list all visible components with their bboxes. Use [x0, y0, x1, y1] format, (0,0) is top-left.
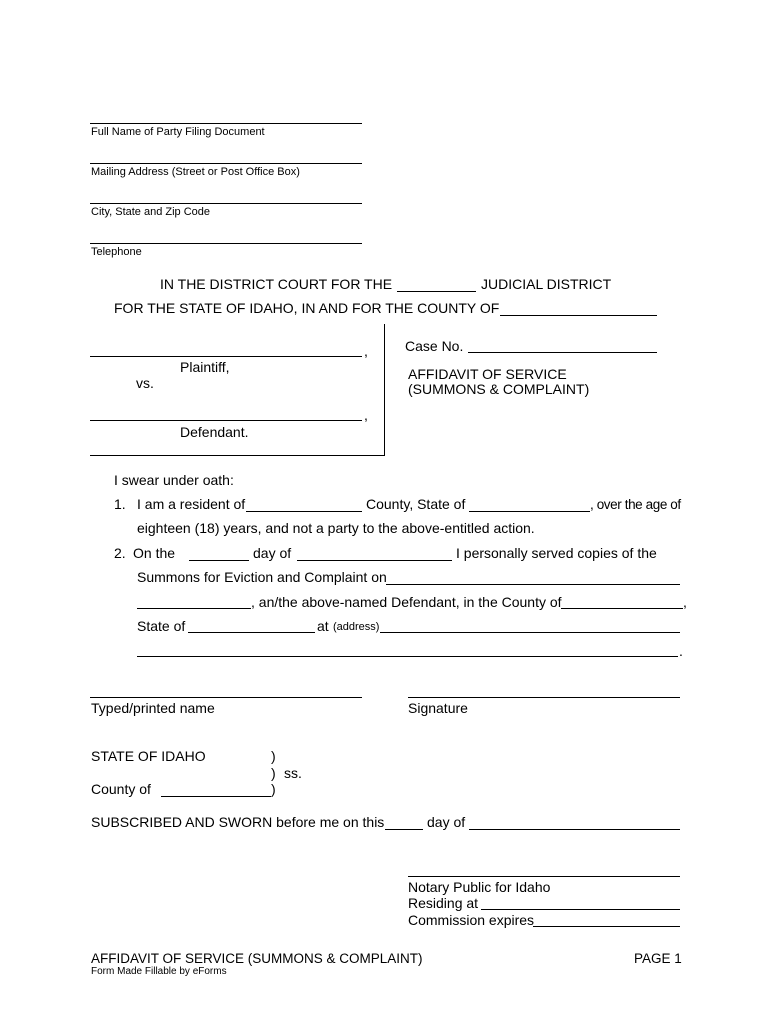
item-2-line-3-comma: , — [683, 594, 687, 610]
mailing-address-label: Mailing Address (Street or Post Office Box) — [91, 166, 300, 178]
city-state-zip-label: City, State and Zip Code — [91, 206, 211, 218]
court-line-1-suffix: JUDICIAL DISTRICT — [481, 276, 612, 292]
county-field[interactable] — [500, 315, 657, 316]
notary-public-label: Notary Public for Idaho — [408, 879, 551, 895]
defendant-label: Defendant. — [180, 424, 249, 440]
served-address-line-2[interactable] — [137, 656, 678, 657]
item-2-text-a: On the — [133, 545, 176, 561]
address-hint: (address) — [333, 621, 380, 633]
telephone-label: Telephone — [91, 246, 142, 258]
caption-vertical-rule — [384, 324, 385, 455]
state-of-idaho-label: STATE OF IDAHO — [91, 748, 206, 764]
item-2-line-3-text: , an/the above-named Defendant, in the County of — [251, 594, 562, 610]
served-state-field[interactable] — [188, 632, 315, 633]
notary-signature-line[interactable] — [408, 876, 680, 877]
caption-bottom-rule — [90, 455, 385, 456]
court-line-2-prefix: FOR THE STATE OF IDAHO, IN AND FOR THE COUNTY OF — [114, 300, 500, 316]
court-line-1-prefix: IN THE DISTRICT COURT FOR THE — [160, 276, 393, 292]
full-name-label: Full Name of Party Filing Document — [91, 126, 265, 138]
full-name-line[interactable] — [90, 123, 362, 124]
served-party-field[interactable] — [386, 584, 680, 585]
service-day-field[interactable] — [189, 560, 249, 561]
item-2-line-5-period: . — [679, 643, 683, 659]
venue-county-label: County of — [91, 781, 151, 797]
jurat-day-field[interactable] — [385, 829, 423, 830]
ss-label: ss. — [284, 765, 302, 781]
mailing-address-line[interactable] — [90, 163, 362, 164]
item-2-line-4-state: State of — [137, 618, 186, 634]
residing-at-field[interactable] — [481, 909, 680, 910]
residing-at-label: Residing at — [408, 895, 479, 911]
typed-name-label: Typed/printed name — [91, 700, 215, 716]
defendant-comma: , — [364, 407, 368, 423]
case-no-label: Case No. — [405, 338, 464, 354]
vs-label: vs. — [136, 375, 154, 391]
jurat-middle: day of — [427, 814, 466, 830]
item-1-line-2: eighteen (18) years, and not a party to the above-entitled action. — [137, 520, 535, 536]
typed-name-line[interactable] — [90, 697, 362, 698]
defendant-name-line[interactable] — [90, 420, 362, 421]
item-1-text-b: County, State of — [366, 496, 466, 512]
venue-county-field[interactable] — [161, 796, 271, 797]
item-2-number: 2. — [114, 545, 126, 561]
service-month-field[interactable] — [297, 560, 452, 561]
signature-line[interactable] — [408, 697, 680, 698]
resident-state-field[interactable] — [469, 511, 590, 512]
item-1-text-c: , over the age of — [590, 497, 681, 512]
jurat-prefix: SUBSCRIBED AND SWORN before me on this — [91, 814, 385, 830]
venue-paren-1: ) — [271, 748, 276, 764]
oath-intro: I swear under oath: — [114, 472, 234, 488]
item-1-text-a: I am a resident of — [137, 496, 246, 512]
affidavit-title-line-2: (SUMMONS & COMPLAINT) — [408, 381, 590, 397]
commission-expires-label: Commission expires — [408, 912, 535, 928]
served-party-name-field[interactable] — [137, 608, 251, 609]
resident-county-field[interactable] — [246, 511, 362, 512]
affidavit-title-line-1: AFFIDAVIT OF SERVICE — [408, 366, 567, 382]
signature-label: Signature — [408, 700, 468, 716]
served-county-field[interactable] — [561, 608, 683, 609]
commission-expires-field[interactable] — [533, 926, 680, 927]
jurat-month-field[interactable] — [469, 829, 680, 830]
plaintiff-comma: , — [364, 343, 368, 359]
served-address-field[interactable] — [380, 632, 680, 633]
footer-title: AFFIDAVIT OF SERVICE (SUMMONS & COMPLAINT) — [91, 951, 423, 966]
item-1-number: 1. — [114, 496, 126, 512]
plaintiff-name-line[interactable] — [90, 356, 362, 357]
item-2-line-2: Summons for Eviction and Complaint on — [137, 569, 387, 585]
item-2-text-c: I personally served copies of the — [456, 545, 657, 561]
page-number: PAGE 1 — [634, 951, 682, 966]
venue-paren-2: ) — [271, 765, 276, 781]
item-2-text-b: day of — [253, 545, 292, 561]
telephone-line[interactable] — [90, 243, 362, 244]
city-state-zip-line[interactable] — [90, 203, 362, 204]
judicial-district-field[interactable] — [397, 291, 476, 292]
plaintiff-label: Plaintiff, — [180, 359, 230, 375]
fillable-note: Form Made Fillable by eForms — [91, 966, 227, 977]
case-no-field[interactable] — [468, 352, 657, 353]
venue-paren-3: ) — [271, 781, 276, 797]
item-2-line-4-at: at — [317, 618, 329, 634]
